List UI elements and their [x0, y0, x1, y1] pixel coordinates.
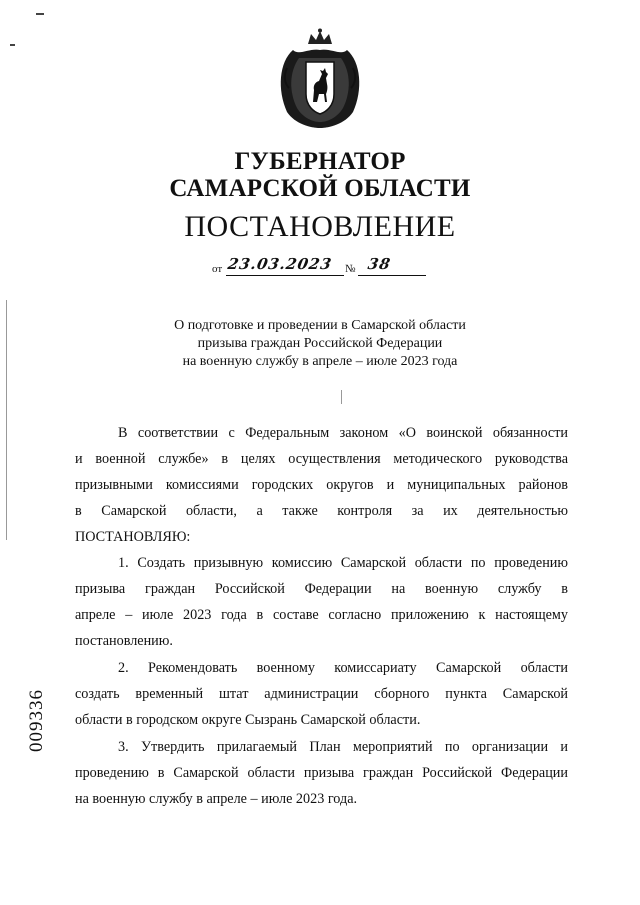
scan-speck	[36, 13, 44, 15]
subject-line: О подготовке и проведении в Самарской области	[174, 318, 466, 333]
item-2-line: области в городском округе Сызрань Самарской области.	[75, 712, 421, 728]
date-prefix: от	[212, 263, 223, 275]
item-3-line: на военную службу в апреле – июле 2023 года.	[75, 791, 358, 807]
item-1-line: призыва граждан Российской Федерации на военную службу в	[75, 581, 568, 597]
issuer-title: ГУБЕРНАТОР	[234, 148, 406, 175]
body-text-line: В соответствии с Федеральным законом «О воинской обязанности	[118, 425, 568, 441]
item-2-line: создать временный штат администрации сборного пункта Самарской	[75, 686, 568, 702]
document-type-title: ПОСТАНОВЛЕНИЕ	[184, 210, 456, 243]
item-1-line: апреле – июле 2023 года в составе согласно приложению к настоящему	[75, 607, 568, 623]
body-text-line: и военной службе» в целях осуществления методического руководства	[75, 451, 568, 467]
handwritten-number: 38	[366, 255, 393, 273]
subject-line: призыва граждан Российской Федерации	[197, 336, 443, 351]
handwritten-date: 23.03.2023	[226, 255, 334, 273]
item-1-line: 1. Создать призывную комиссию Самарской области по проведению	[118, 555, 568, 571]
date-underline	[226, 275, 344, 276]
item-1-line: постановлению.	[75, 633, 173, 649]
number-underline	[358, 275, 426, 276]
item-3-line: 3. Утвердить прилагаемый План мероприятий по организации и	[118, 739, 568, 755]
body-text-line: в Самарской области, а также контроля за их деятельностью	[75, 503, 568, 519]
subject-line: на военную службу в апреле – июле 2023 года	[182, 354, 458, 369]
resolution-keyword: ПОСТАНОВЛЯЮ:	[75, 529, 191, 545]
scan-speck	[10, 44, 15, 46]
item-3-line: проведению в Самарской области призыва граждан Российской Федерации	[75, 765, 568, 781]
number-prefix: №	[345, 263, 356, 275]
scan-speck	[341, 390, 342, 404]
issuer-region: САМАРСКОЙ ОБЛАСТИ	[169, 175, 471, 202]
samara-coat-of-arms-emblem	[273, 28, 367, 130]
body-text-line: призывными комиссиями городских округов и муниципальных районов	[75, 477, 568, 493]
registration-number-stamp: 009336	[26, 689, 47, 752]
item-2-line: 2. Рекомендовать военному комиссариату Самарской области	[118, 660, 568, 676]
